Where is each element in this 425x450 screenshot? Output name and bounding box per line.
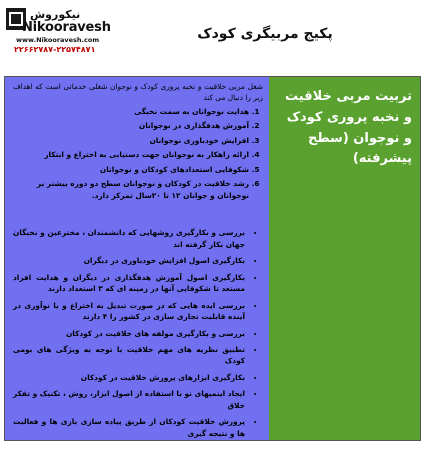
topic-item: • تطبیق نظریه های مهم خلاقیت با توجه به ویژگی های بومی کودک — [13, 344, 245, 367]
program-name: تربیت مربی خلاقیت و نخبه پروری کودک و نوجوان (سطح پیشرفته) — [285, 89, 412, 167]
topic-item: • بررسی و بکارگیری روشهایی که دانشمندان ، مخترعین و نخبگان جهان بکار گرفته اند — [13, 227, 245, 250]
goal-item: 2. آموزش هدفگذاری در نوجوانان — [13, 120, 249, 131]
topic-item: • بکارگیری اصول افزایش خودباوری در دیگران — [13, 255, 245, 266]
program-intro: شغل مربی خلاقیت و نخبه پروری کودک و نوجوان شغلی خدماتی است که اهداف زیر را دنبال می کند — [13, 82, 263, 103]
goal-item: 4. ارائه راهکار به نوجوانان جهت دستیابی به اختراع و ابتکار — [13, 149, 249, 160]
logo-brand-persian: نیکوروش — [30, 8, 81, 21]
program-table — [4, 76, 421, 441]
page-title: پکیج مربیگری کودک — [197, 26, 333, 42]
topic-item: • بکارگیری اصول آموزش هدفگذاری در دیگران و هدایت افراد مستعد تا شکوفایی آنها در زمینه ای که ۳ استعداد دارند — [13, 272, 245, 295]
goals-list — [13, 106, 263, 201]
topics-list — [13, 227, 263, 439]
logo-phone: ۲۲۶۶۲۷۸۷-۲۲۵۷۴۸۷۱ — [14, 45, 96, 54]
topic-item: • بررسی ایده هایی که در صورت تبدیل به اختراع و یا نوآوری در آینده قابلیت تجاری سازی در کشور را ۴ دارند — [13, 300, 245, 323]
goal-item: 5. شکوفایی استعدادهای کودکان و نوجوانان — [13, 164, 249, 175]
company-logo — [6, 8, 110, 56]
topic-item: • بکارگیری ابزارهای پرورش خلاقیت در کودکان — [13, 372, 245, 383]
program-description-cell — [5, 77, 269, 440]
topic-item: • پرورش خلاقیت کودکان از طریق پیاده سازی بازی ها و فعالیت ها و نتیجه گیری — [13, 416, 245, 439]
goal-item: 6. رشد خلاقیت در کودکان و نوجوانان سطح دو دوره بیشتر بر نوجوانان و جوانان ۱۲ تا ۲۰سال تمرکز دارد. — [13, 178, 249, 201]
goal-item: 1. هدایت نوجوانان به سمت نخبگی — [13, 106, 249, 117]
logo-brand-english: Nikooravesh — [22, 20, 111, 35]
goal-item: 3. افزایش خودباوری نوجوانان — [13, 135, 249, 146]
topic-item: • بررسی و بکارگیری مولفه های خلاقیت در کودکان — [13, 328, 245, 339]
topic-item: • ایجاد اینمیهای نو با استفاده از اصول ابزار، روش ، تکنیک و تفکر خلاق — [13, 388, 245, 411]
logo-website: www.Nikooravesh.com — [16, 36, 100, 44]
program-name-cell — [269, 77, 420, 440]
